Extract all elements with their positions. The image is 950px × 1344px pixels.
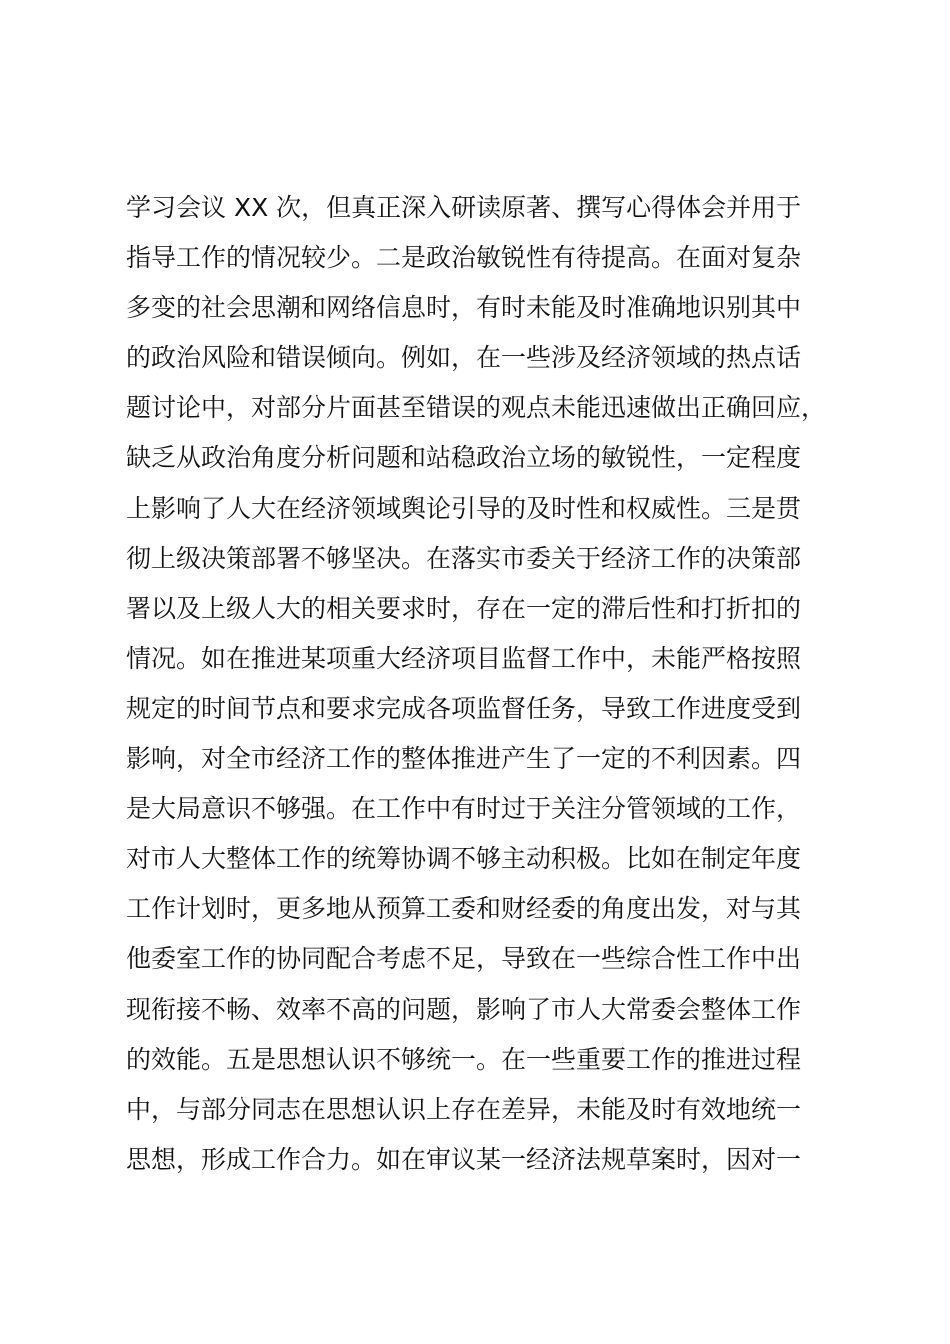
- text-line-9: 署以及上级人大的相关要求时，存在一定的滞后性和打折扣的: [126, 593, 802, 623]
- text-line-2: 指导工作的情况较少。二是政治敏锐性有待提高。在面对复杂: [126, 243, 802, 273]
- text-line-1: 学习会议 XX 次，但真正深入研读原著、撰写心得体会并用于: [126, 193, 802, 222]
- text-line-18: 的效能。五是思想认识不够统一。在一些重要工作的推进过程: [126, 1044, 802, 1074]
- text-line-11: 规定的时间节点和要求完成各项监督任务，导致工作进度受到: [126, 693, 802, 723]
- text-line-13: 是大局意识不够强。在工作中有时过于关注分管领域的工作，: [126, 794, 802, 824]
- text-line-14: 对市人大整体工作的统筹协调不够主动积极。比如在制定年度: [126, 844, 802, 874]
- text-line-5: 题讨论中，对部分片面甚至错误的观点未能迅速做出正确回应，: [126, 393, 827, 423]
- text-line-17: 现衔接不畅、效率不高的问题，影响了市人大常委会整体工作: [126, 994, 802, 1024]
- body-text: [126, 183, 846, 1185]
- text-line-12: 影响，对全市经济工作的整体推进产生了一定的不利因素。四: [126, 744, 802, 774]
- text-line-3: 多变的社会思潮和网络信息时，有时未能及时准确地识别其中: [126, 293, 802, 323]
- text-line-16: 他委室工作的协同配合考虑不足，导致在一些综合性工作中出: [126, 944, 802, 974]
- text-line-10: 情况。如在推进某项重大经济项目监督工作中，未能严格按照: [126, 643, 802, 673]
- text-line-20: 思想，形成工作合力。如在审议某一经济法规草案时，因对一: [126, 1144, 802, 1174]
- text-line-15: 工作计划时，更多地从预算工委和财经委的角度出发，对与其: [126, 894, 802, 924]
- text-line-6: 缺乏从政治角度分析问题和站稳政治立场的敏锐性，一定程度: [126, 443, 802, 473]
- text-line-19: 中，与部分同志在思想认识上存在差异，未能及时有效地统一: [126, 1094, 802, 1124]
- text-line-7: 上影响了人大在经济领域舆论引导的及时性和权威性。三是贯: [126, 493, 802, 523]
- text-line-8: 彻上级决策部署不够坚决。在落实市委关于经济工作的决策部: [126, 543, 802, 573]
- text-line-4: 的政治风险和错误倾向。例如，在一些涉及经济领域的热点话: [126, 343, 802, 373]
